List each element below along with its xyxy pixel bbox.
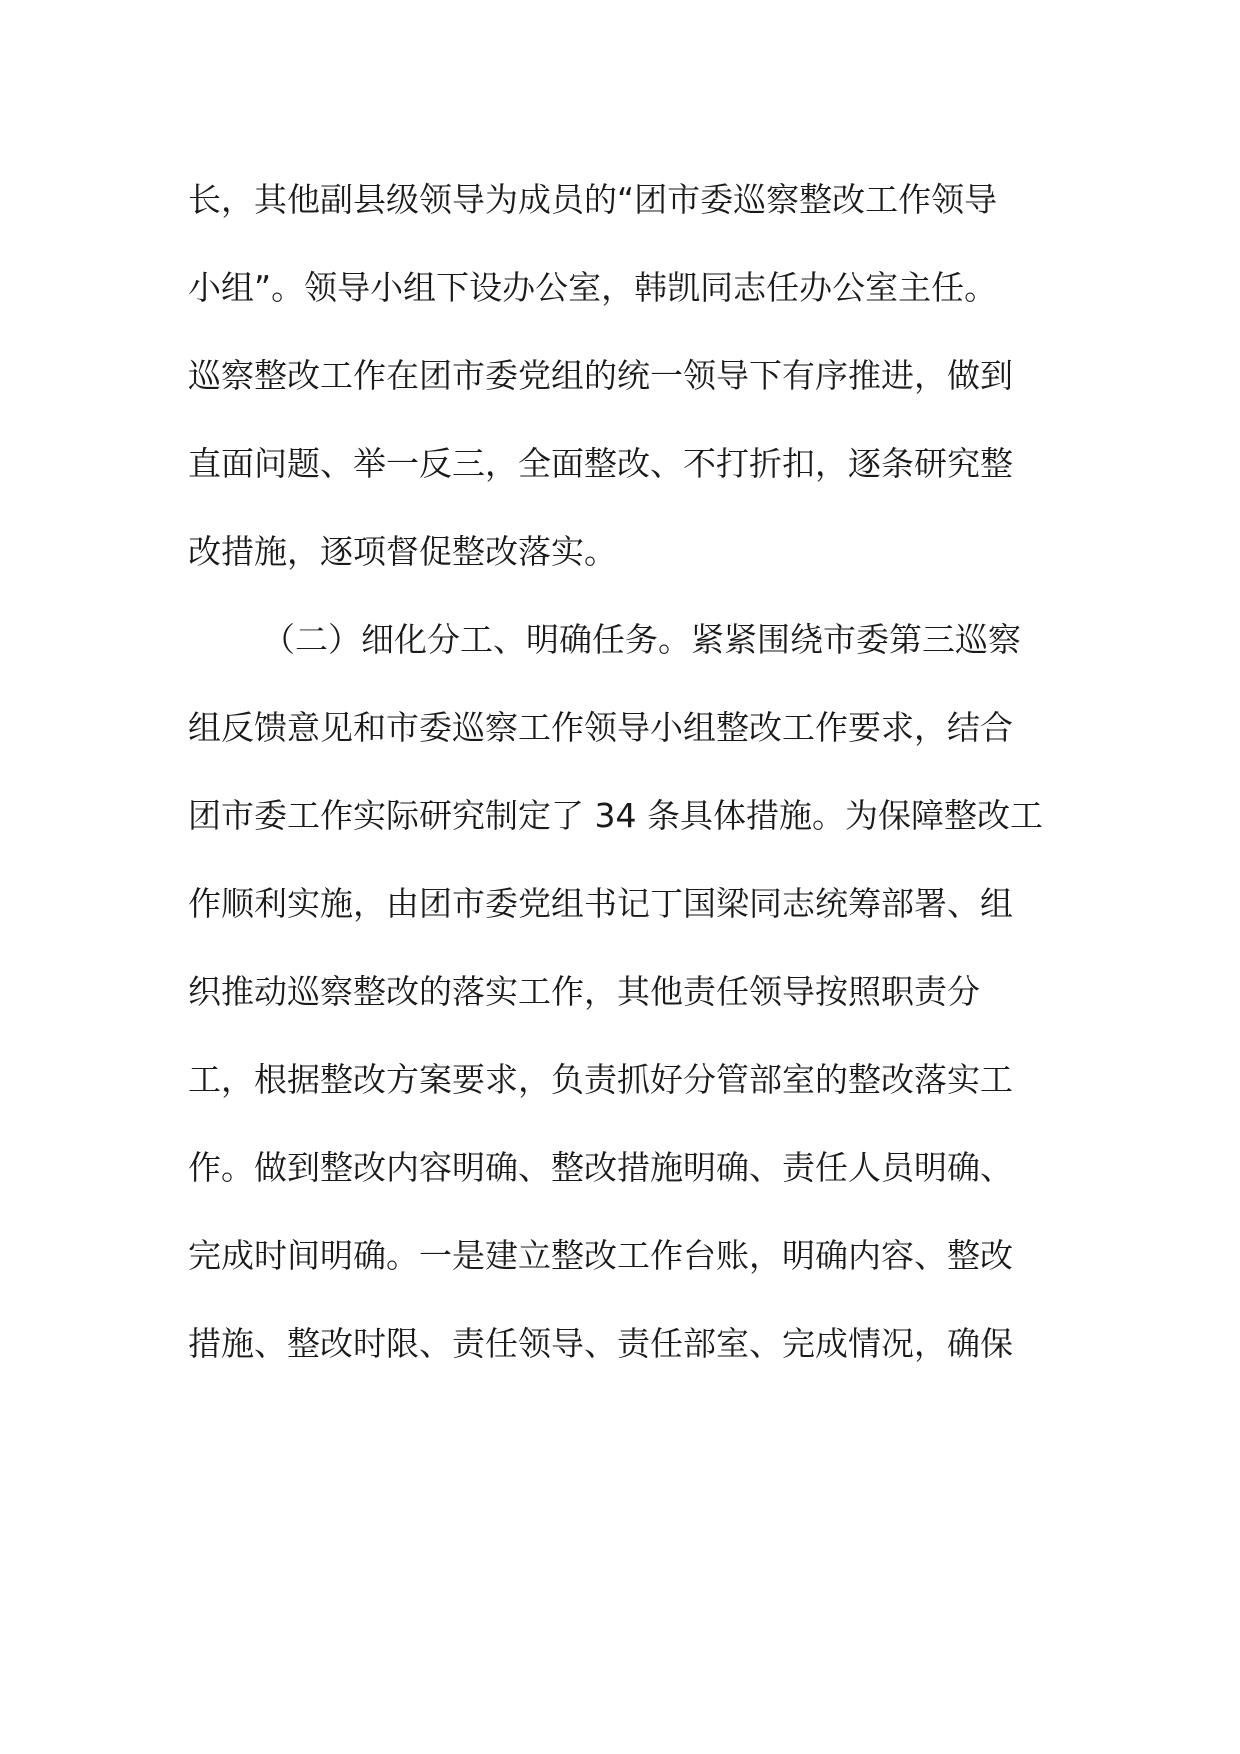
text-line: 小组”。领导小组下设办公室，韩凯同志任办公室主任。 <box>188 268 998 307</box>
text-line: 组反馈意见和市委巡察工作领导小组整改工作要求，结合 <box>188 708 1013 747</box>
text-line: 巡察整改工作在团市委党组的统一领导下有序推进，做到 <box>188 356 1013 395</box>
text-line: 作。做到整改内容明确、整改措施明确、责任人员明确、 <box>188 1148 1013 1187</box>
text-line: 作顺利实施，由团市委党组书记丁国梁同志统筹部署、组 <box>188 884 1013 923</box>
text-line: 工，根据整改方案要求，负责抓好分管部室的整改落实工 <box>188 1060 1013 1099</box>
text-line: 长，其他副县级领导为成员的“团市委巡察整改工作领导 <box>188 180 998 219</box>
section-heading-line: （二）细化分工、明确任务。紧紧围绕市委第三巡察 <box>262 620 1021 659</box>
text-line: 完成时间明确。一是建立整改工作台账，明确内容、整改 <box>188 1236 1013 1275</box>
text-line: 改措施，逐项督促整改落实。 <box>188 532 617 571</box>
text-line: 织推动巡察整改的落实工作，其他责任领导按照职责分 <box>188 972 980 1011</box>
text-line: 团市委工作实际研究制定了 34 条具体措施。为保障整改工 <box>188 796 1043 835</box>
text-line: 措施、整改时限、责任领导、责任部室、完成情况，确保 <box>188 1324 1013 1363</box>
text-line: 直面问题、举一反三，全面整改、不打折扣，逐条研究整 <box>188 444 1013 483</box>
